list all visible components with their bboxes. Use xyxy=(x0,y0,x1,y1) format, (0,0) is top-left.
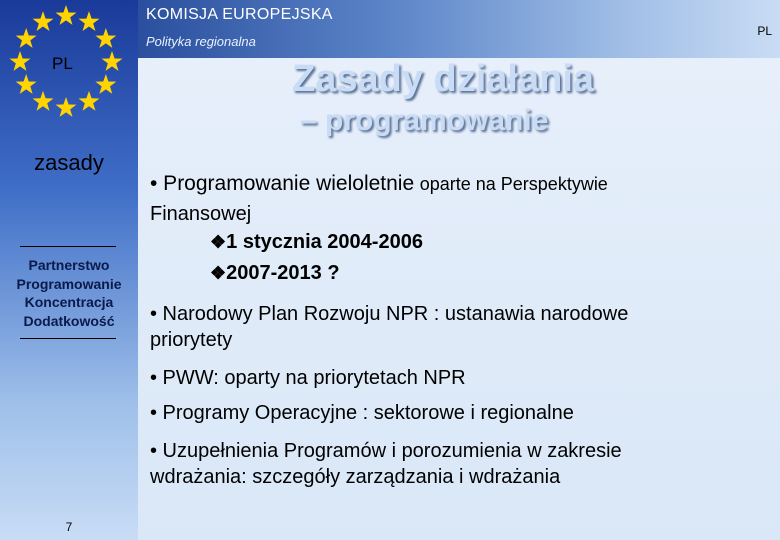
sidebar-heading: zasady xyxy=(34,150,104,175)
sub-bullet-2-text: 2007-2013 ? xyxy=(226,262,340,284)
star-icon xyxy=(33,11,54,31)
star-icon xyxy=(33,91,54,111)
bullet-1-main: • Programowanie wieloletnie xyxy=(150,172,415,195)
diamond-bullet-icon: ❖ xyxy=(210,232,227,252)
bullet-1-rest: oparte na Perspektywie xyxy=(419,174,608,194)
star-icon xyxy=(16,74,37,94)
star-icon xyxy=(79,91,100,111)
star-icon xyxy=(10,51,31,71)
star-icon xyxy=(16,28,37,48)
slide-subtitle: – programowanie xyxy=(300,104,549,137)
star-icon xyxy=(56,97,77,117)
star-icon xyxy=(79,11,100,31)
sidebar-item-programowanie: Programowanie xyxy=(16,275,122,292)
star-icon xyxy=(56,5,77,25)
bullet-5-line1: • Uzupełnienia Programów i porozumienia w zakresie xyxy=(150,440,622,462)
sub-bullet-1-text: 1 stycznia 2004-2006 xyxy=(226,231,423,253)
diamond-bullet-icon: ❖ xyxy=(210,263,227,283)
sidebar-item-partnerstwo: Partnerstwo xyxy=(28,257,110,273)
commission-name: KOMISJA EUROPEJSKA xyxy=(146,6,333,23)
page-number: 7 xyxy=(65,520,73,534)
bullet-1-line2: Finansowej xyxy=(150,203,252,225)
star-icon xyxy=(102,51,123,71)
sidebar-divider-bottom xyxy=(20,338,116,339)
sidebar-list xyxy=(0,256,138,330)
slide-title: Zasady działania xyxy=(292,58,595,100)
bullet-2-line1: • Narodowy Plan Rozwoju NPR : ustanawia narodowe xyxy=(150,303,629,325)
sidebar-item-koncentracja: Koncentracja xyxy=(24,294,114,310)
star-icon xyxy=(95,74,116,94)
country-code: PL xyxy=(757,24,772,38)
sidebar-item-dodatkowosc: Dodatkowość xyxy=(23,312,115,329)
sidebar-divider-top xyxy=(20,246,116,247)
bullet-3: • PWW: oparty na priorytetach NPR xyxy=(150,367,466,389)
policy-name: Polityka regionalna xyxy=(146,34,256,49)
bullet-2-line2: priorytety xyxy=(150,329,233,351)
sub-bullet-1 xyxy=(210,231,423,254)
sub-bullet-2 xyxy=(210,262,340,285)
star-icon xyxy=(95,28,116,48)
flag-country-label: PL xyxy=(52,54,73,73)
bullet-5-line2: wdrażania: szczegóły zarządzania i wdrażania xyxy=(150,466,561,488)
bullet-4: • Programy Operacyjne : sektorowe i regionalne xyxy=(150,402,574,424)
bullet-1 xyxy=(150,170,608,198)
